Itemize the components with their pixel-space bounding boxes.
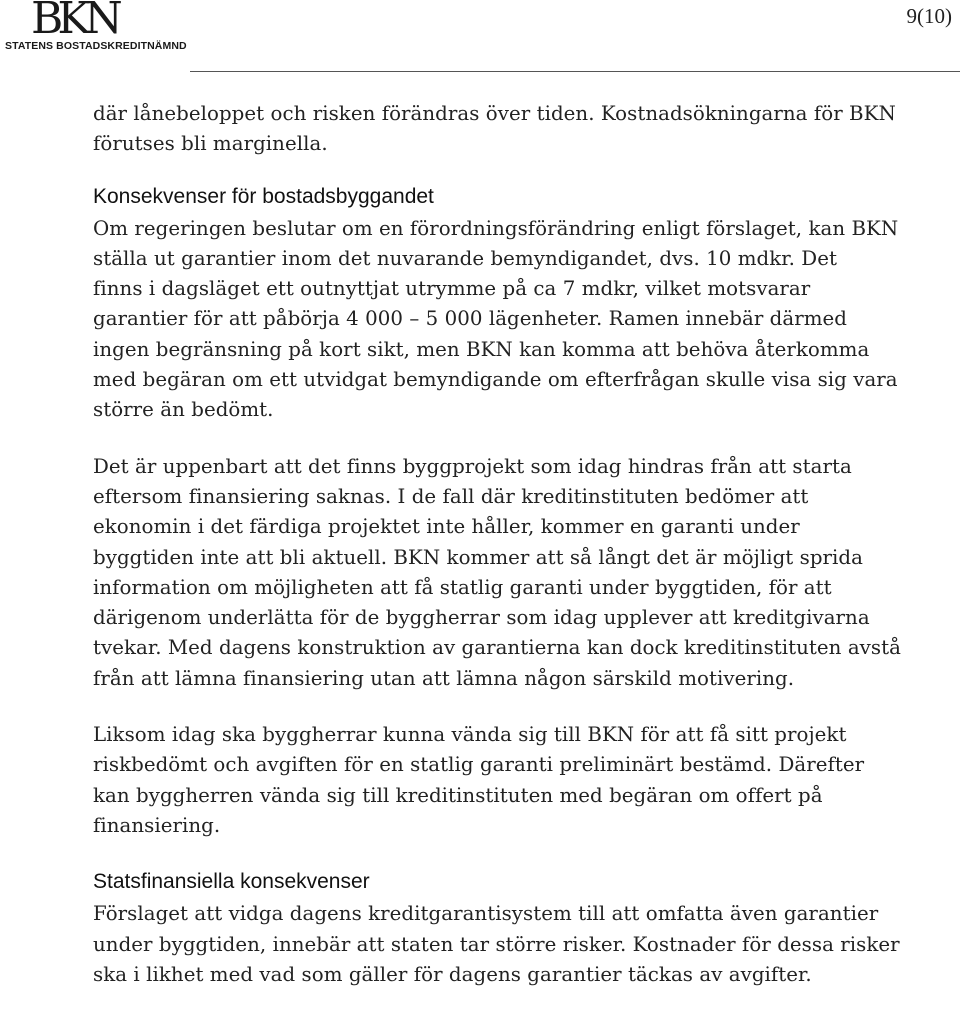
text-line: under byggtiden, innebär att staten tar större risker. Kostnader för dessa risker xyxy=(93,932,900,956)
document-body xyxy=(93,99,957,990)
text-line: riskbedömt och avgiften för en statlig garanti preliminärt bestämd. Därefter xyxy=(93,753,865,777)
text-line: eftersom finansiering saknas. I de fall där kreditinstituten bedömer att xyxy=(93,484,809,508)
text-line: större än bedömt. xyxy=(93,398,274,422)
header-divider xyxy=(190,71,960,72)
text-line: med begäran om ett utvidgat bemyndigande om efterfrågan skulle visa sig vara xyxy=(93,368,898,392)
paragraph-byggprojekt xyxy=(93,452,957,694)
logo-subtitle: STATENS BOSTADSKREDITNÄMND xyxy=(5,40,187,52)
logo-mark: BKN xyxy=(31,0,117,44)
paragraph-intro xyxy=(93,99,957,160)
text-line: byggtiden inte att bli aktuell. BKN kommer att så långt det är möjligt sprida xyxy=(93,545,863,569)
text-line: tvekar. Med dagens konstruktion av garantierna kan dock kreditinstituten avstå xyxy=(93,636,901,660)
paragraph-bemyndigande xyxy=(93,214,957,426)
text-line: ska i likhet med vad som gäller för dagens garantier täckas av avgifter. xyxy=(93,962,812,986)
text-line: garantier för att påbörja 4 000 – 5 000 lägenheter. Ramen innebär därmed xyxy=(93,307,848,331)
section-heading-bostadsbyggandet: Konsekvenser för bostadsbyggandet xyxy=(93,184,434,208)
text-line: från att lämna finansiering utan att lämna någon särskild motivering. xyxy=(93,666,795,690)
text-line: där lånebeloppet och risken förändras över tiden. Kostnadsökningarna för BKN xyxy=(93,102,896,125)
text-line: ekonomin i det färdiga projektet inte håller, kommer en garanti under xyxy=(93,515,800,539)
text-line: information om möjligheten att få statlig garanti under byggtiden, för att xyxy=(93,575,832,599)
section-heading-statsfinansiella: Statsfinansiella konsekvenser xyxy=(93,870,370,894)
text-line: Om regeringen beslutar om en förordningsförändring enligt förslaget, kan BKN xyxy=(93,216,899,240)
text-line: Förslaget att vidga dagens kreditgarantisystem till att omfatta även garantier xyxy=(93,902,879,926)
text-line: ingen begränsning på kort sikt, men BKN kan komma att behöva återkomma xyxy=(93,337,870,361)
text-line: Liksom idag ska byggherrar kunna vända sig till BKN för att få sitt projekt xyxy=(93,723,847,747)
text-line: förutses bli marginella. xyxy=(93,132,328,156)
logo xyxy=(3,0,187,54)
text-line: Det är uppenbart att det finns byggprojekt som idag hindras från att starta xyxy=(93,454,852,478)
text-line: ställa ut garantier inom det nuvarande bemyndigandet, dvs. 10 mdkr. Det xyxy=(93,246,837,270)
page-number: 9(10) xyxy=(906,4,952,28)
paragraph-statsfinansiella xyxy=(93,899,957,990)
text-line: finns i dagsläget ett outnyttjat utrymme på ca 7 mdkr, vilket motsvarar xyxy=(93,277,811,301)
text-line: därigenom underlätta för de byggherrar som idag upplever att kreditgivarna xyxy=(93,606,870,630)
text-line: kan byggherren vända sig till kreditinstituten med begäran om offert på xyxy=(93,783,823,807)
paragraph-byggherrar xyxy=(93,720,957,841)
text-line: finansiering. xyxy=(93,813,221,837)
